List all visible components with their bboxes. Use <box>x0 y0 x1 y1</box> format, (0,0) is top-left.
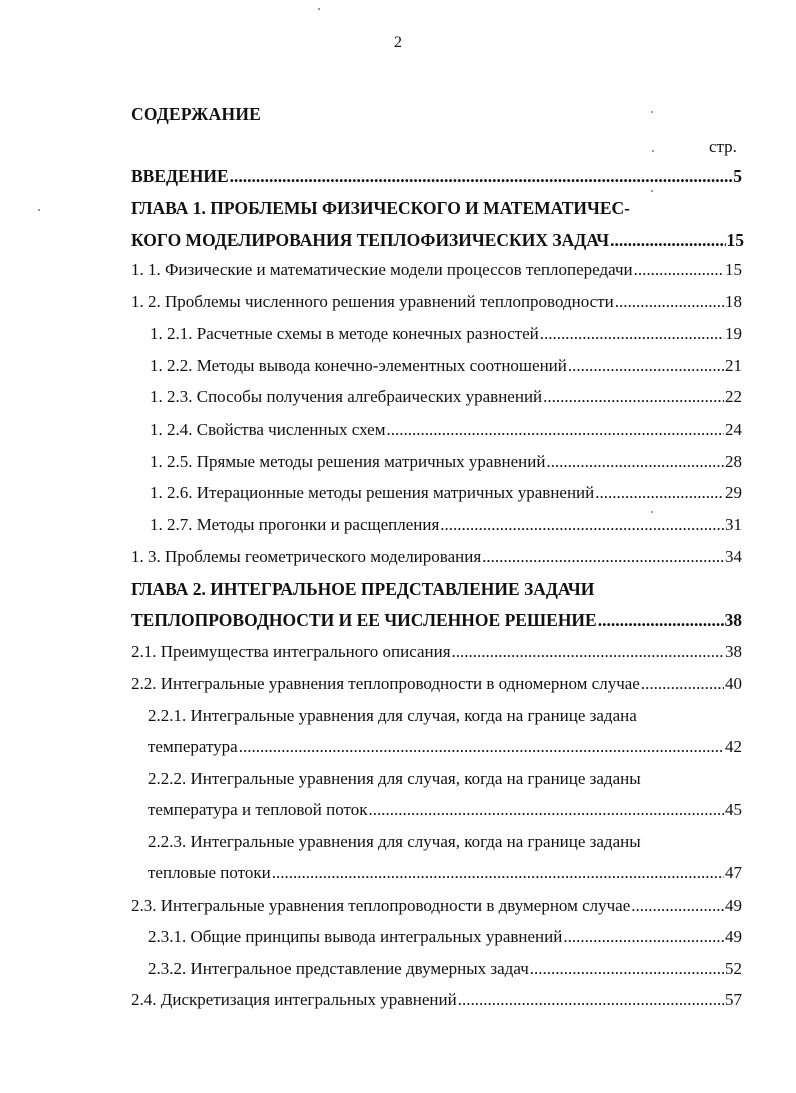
toc-entry-text: ВВЕДЕНИЕ <box>131 166 229 186</box>
toc-entry-text: КОГО МОДЕЛИРОВАНИЯ ТЕПЛОФИЗИЧЕСКИХ ЗАДАЧ <box>131 230 610 250</box>
toc-entry-text: 2.4. Дискретизация интегральных уравнений <box>131 990 457 1009</box>
scan-speck <box>652 150 654 152</box>
leader-dots <box>458 988 724 1012</box>
toc-entry-1-3 <box>131 545 742 569</box>
toc-entry-text: 2.3. Интегральные уравнения теплопроводности в двумерном случае <box>131 896 631 915</box>
toc-entry-text: ГЛАВА 2. ИНТЕГРАЛЬНОЕ ПРЕДСТАВЛЕНИЕ ЗАДАЧИ <box>131 579 595 599</box>
toc-entry-chapter1-line2 <box>131 228 744 252</box>
toc-entry-page: 38 <box>724 610 742 630</box>
toc-entry-page: 29 <box>725 483 742 502</box>
toc-entry-2-3-1 <box>148 925 742 949</box>
toc-entry-page: 52 <box>725 959 742 978</box>
leader-dots <box>440 513 724 537</box>
leader-dots <box>598 608 724 632</box>
toc-entry-page: 24 <box>725 420 742 439</box>
toc-entry-text: 2.1. Преимущества интегрального описания <box>131 642 451 661</box>
toc-entry-text: 2.3.2. Интегральное представление двумерных задач <box>148 959 529 978</box>
toc-entry-text: 1. 2.6. Итерационные методы решения матричных уравнений <box>150 483 595 502</box>
toc-entry-page: 5 <box>733 166 742 186</box>
toc-entry-page: 22 <box>725 387 742 406</box>
toc-entry-2-2-3-line2 <box>148 861 742 885</box>
toc-entry-1-2-4 <box>150 418 742 442</box>
scan-speck <box>318 8 320 10</box>
leader-dots <box>482 545 724 569</box>
toc-entry-page: 38 <box>725 642 742 661</box>
toc-entry-2-2 <box>131 672 742 696</box>
scan-speck <box>651 111 653 113</box>
leader-dots <box>615 290 724 314</box>
toc-entry-page: 47 <box>725 863 742 882</box>
toc-entry-text: температура <box>148 737 238 756</box>
toc-entry-2-2-1-line2 <box>148 735 742 759</box>
toc-entry-page: 57 <box>725 990 742 1009</box>
toc-entry-text: 2.3.1. Общие принципы вывода интегральных уравнений <box>148 927 563 946</box>
leader-dots <box>563 925 724 949</box>
toc-entry-page: 34 <box>725 547 742 566</box>
toc-entry-2-3 <box>131 894 742 918</box>
toc-entry-2-2-3-line1 <box>148 830 641 854</box>
toc-entry-1-2 <box>131 290 742 314</box>
leader-dots <box>530 957 724 981</box>
toc-entry-2-3-2 <box>148 957 742 981</box>
leader-dots <box>634 258 724 282</box>
toc-entry-text: 1. 2.7. Методы прогонки и расщепления <box>150 515 440 534</box>
toc-entry-1-2-2 <box>150 354 742 378</box>
leader-dots <box>386 418 724 442</box>
leader-dots <box>230 164 733 188</box>
leader-dots <box>452 640 724 664</box>
toc-entry-text: 1. 2.2. Методы вывода конечно-элементных соотношений <box>150 356 567 375</box>
toc-entry-text: ТЕПЛОПРОВОДНОСТИ И ЕЕ ЧИСЛЕННОЕ РЕШЕНИЕ <box>131 610 597 630</box>
toc-entry-introduction <box>131 164 742 188</box>
toc-entry-text: 1. 2.5. Прямые методы решения матричных уравнений <box>150 452 546 471</box>
toc-entry-text: 2.2. Интегральные уравнения теплопроводности в одномерном случае <box>131 674 640 693</box>
toc-entry-page: 45 <box>725 800 742 819</box>
toc-entry-chapter2-line1 <box>131 577 594 601</box>
toc-entry-chapter2-line2 <box>131 608 742 632</box>
leader-dots <box>272 861 724 885</box>
toc-title: СОДЕРЖАНИЕ <box>131 104 262 124</box>
toc-entry-2-4 <box>131 988 742 1012</box>
leader-dots <box>610 228 725 252</box>
toc-entry-page: 21 <box>725 356 742 375</box>
page-column-label: стр. <box>709 137 737 156</box>
toc-entry-2-2-1-line1 <box>148 704 637 728</box>
toc-entry-page: 18 <box>725 292 742 311</box>
toc-entry-page: 49 <box>725 896 742 915</box>
toc-entry-text: 1. 2.1. Расчетные схемы в методе конечных разностей <box>150 324 539 343</box>
toc-entry-page: 15 <box>725 260 742 279</box>
toc-entry-text: 2.2.2. Интегральные уравнения для случая, когда на границе заданы <box>148 769 641 788</box>
toc-entry-1-2-3 <box>150 385 742 409</box>
leader-dots <box>546 450 724 474</box>
leader-dots <box>239 735 724 759</box>
toc-entry-text: 1. 2.3. Способы получения алгебраических уравнений <box>150 387 543 406</box>
toc-entry-text: 2.2.3. Интегральные уравнения для случая, когда на границе заданы <box>148 832 641 851</box>
leader-dots <box>543 385 724 409</box>
toc-entry-1-2-5 <box>150 450 742 474</box>
toc-entry-text: температура и тепловой поток <box>148 800 368 819</box>
scan-speck <box>651 190 653 192</box>
toc-entry-page: 42 <box>725 737 742 756</box>
scan-speck <box>651 511 653 513</box>
toc-entry-text: ГЛАВА 1. ПРОБЛЕМЫ ФИЗИЧЕСКОГО И МАТЕМАТИЧЕС- <box>131 198 631 218</box>
leader-dots <box>641 672 724 696</box>
toc-entry-2-2-2-line2 <box>148 798 742 822</box>
toc-entry-page: 28 <box>725 452 742 471</box>
toc-entry-page: 40 <box>725 674 742 693</box>
toc-entry-text: 1. 3. Проблемы геометрического моделирования <box>131 547 482 566</box>
toc-entry-1-2-1 <box>150 322 742 346</box>
toc-entry-text: 1. 2.4. Свойства численных схем <box>150 420 386 439</box>
toc-entry-text: 1. 1. Физические и математические модели процессов теплопередачи <box>131 260 633 279</box>
toc-entry-1-1 <box>131 258 742 282</box>
toc-entry-text: 2.2.1. Интегральные уравнения для случая, когда на границе задана <box>148 706 637 725</box>
leader-dots <box>568 354 724 378</box>
toc-entry-text: 1. 2. Проблемы численного решения уравнений теплопроводности <box>131 292 614 311</box>
toc-entry-page: 19 <box>725 324 742 343</box>
toc-entry-2-1 <box>131 640 742 664</box>
toc-entry-chapter1-line1 <box>131 196 630 220</box>
toc-entry-2-2-2-line1 <box>148 767 641 791</box>
toc-entry-1-2-7 <box>150 513 742 537</box>
leader-dots <box>595 481 724 505</box>
scan-speck <box>38 209 40 211</box>
toc-entry-text: тепловые потоки <box>148 863 271 882</box>
leader-dots <box>368 798 724 822</box>
toc-entry-page: 15 <box>726 230 744 250</box>
toc-entry-page: 31 <box>725 515 742 534</box>
leader-dots <box>631 894 724 918</box>
toc-entry-1-2-6 <box>150 481 742 505</box>
page-number: 2 <box>394 34 402 51</box>
leader-dots <box>540 322 724 346</box>
toc-entry-page: 49 <box>725 927 742 946</box>
